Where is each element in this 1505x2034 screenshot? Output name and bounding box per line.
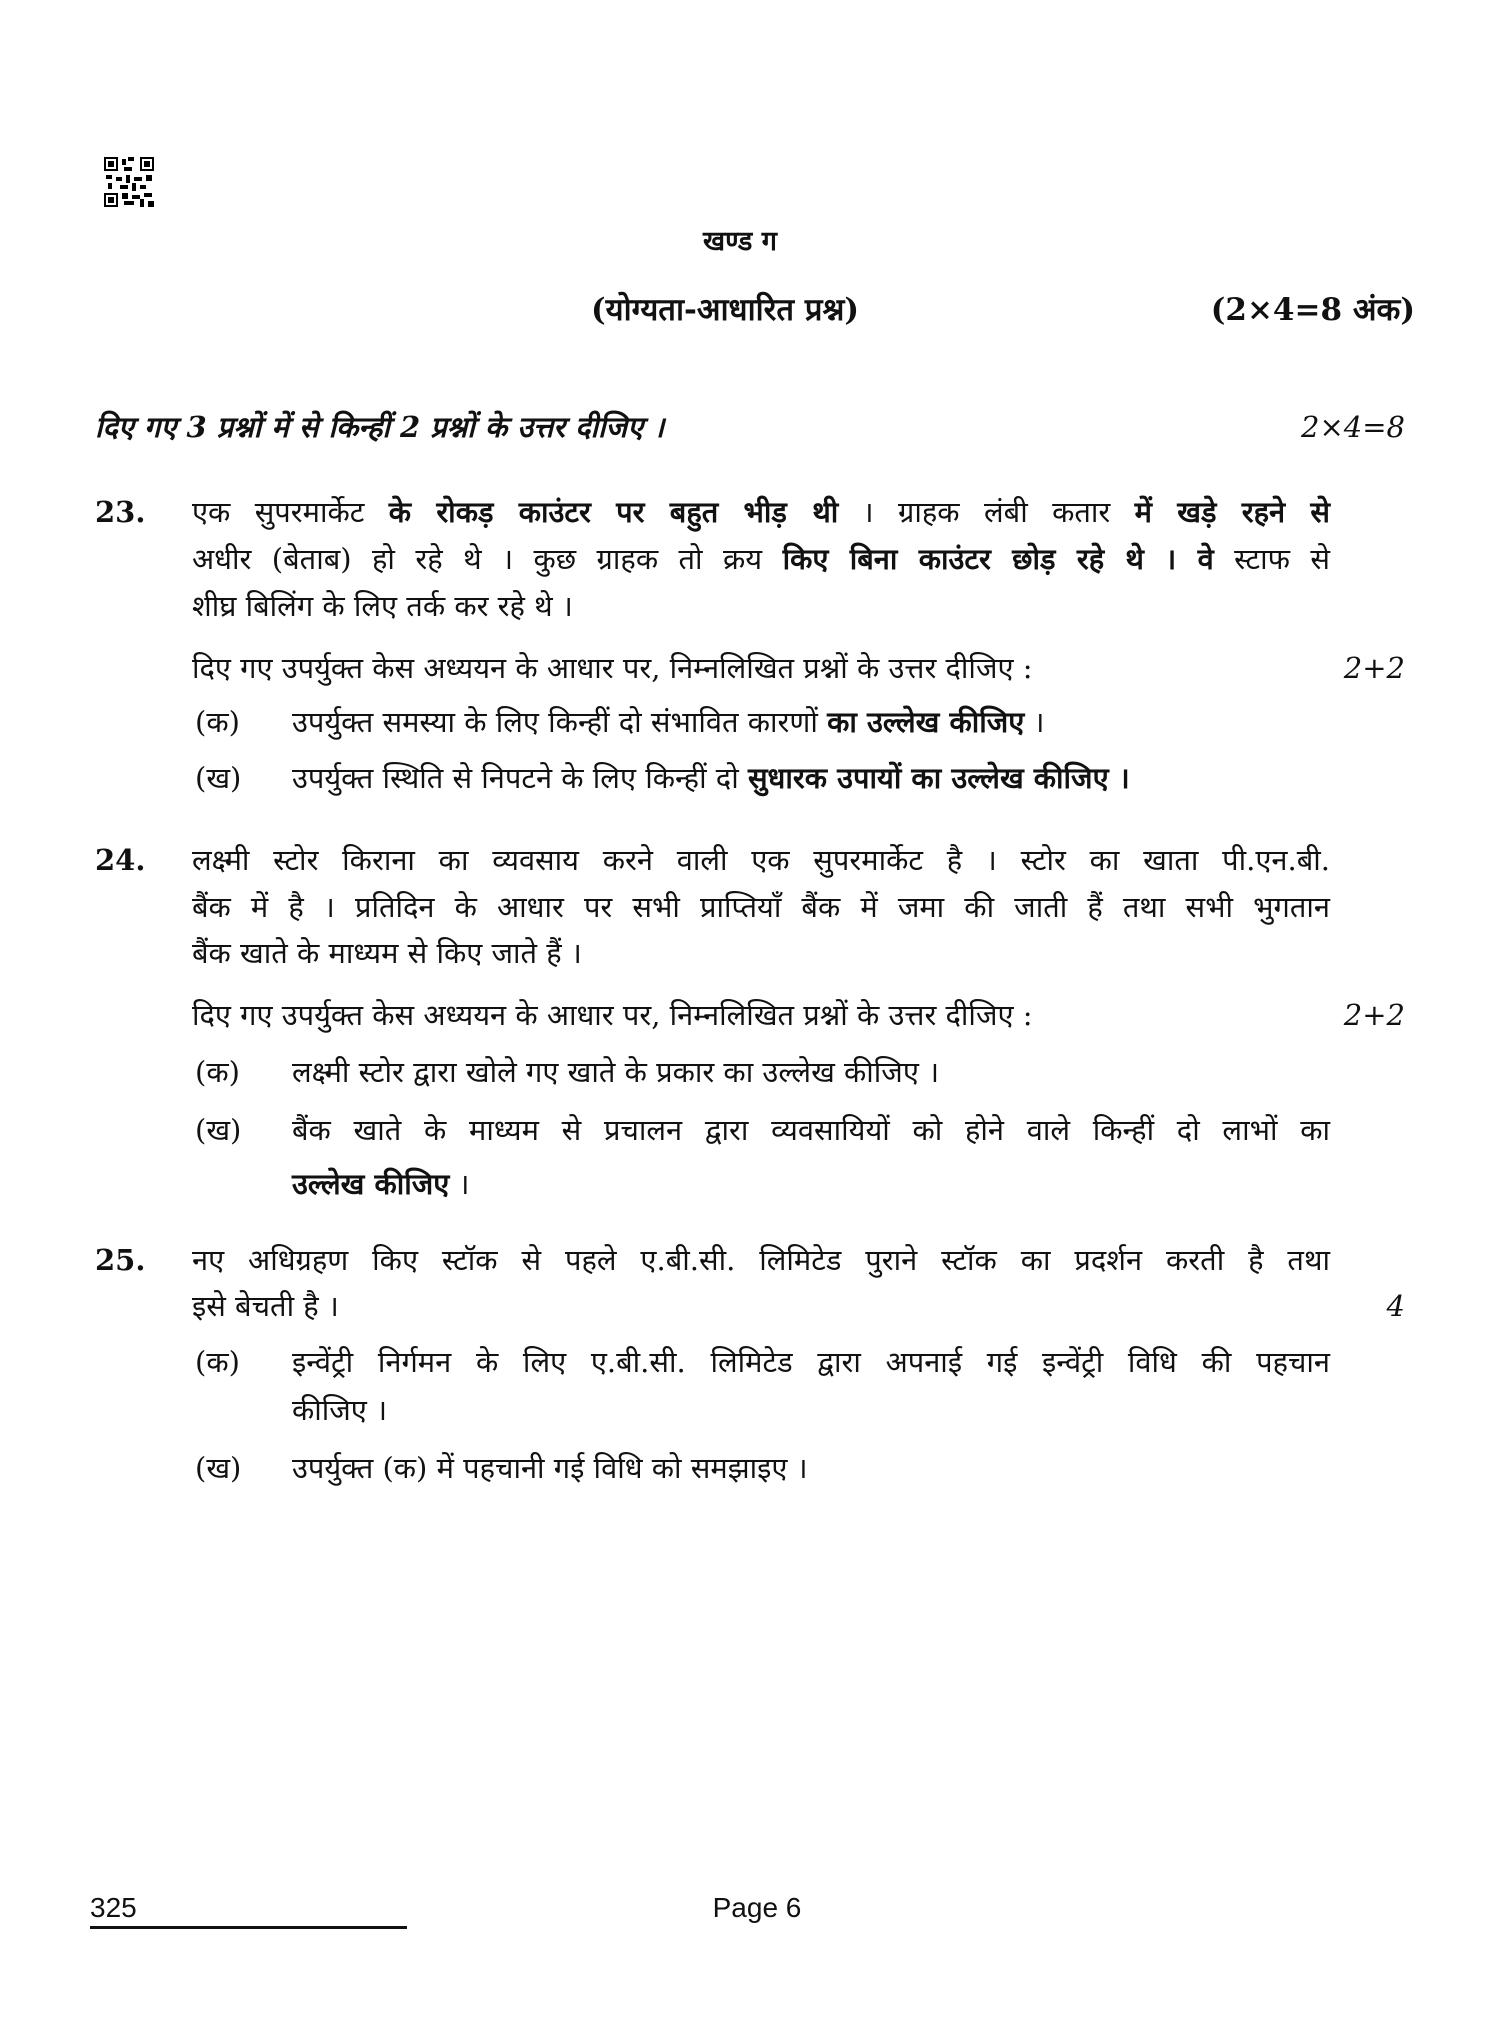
sub-question-text: उपर्युक्त (क) में पहचानी गई विधि को समझाइए । bbox=[292, 1451, 808, 1485]
question-text-line: शीघ्र बिलिंग के लिए तर्क कर रहे थे । bbox=[192, 589, 573, 623]
question-prompt: दिए गए उपर्युक्त केस अध्ययन के आधार पर, निम्नलिखित प्रश्नों के उत्तर दीजिए : bbox=[192, 998, 1033, 1032]
sub-question-text: इन्वेंट्री निर्गमन के लिए ए.बी.सी. लिमिटेड द्वारा अपनाई गई इन्वेंट्री विधि की पहचान bbox=[292, 1345, 1330, 1379]
section-subtitle: (योग्यता-आधारित प्रश्न) bbox=[590, 292, 860, 328]
sub-question-label: (ख) bbox=[195, 1113, 242, 1147]
page-number: Page 6 bbox=[712, 1892, 802, 1923]
question-text-line: बैंक खाते के माध्यम से किए जाते हैं । bbox=[192, 936, 582, 970]
sub-question-label: (ख) bbox=[195, 761, 242, 795]
sub-question-text: उपर्युक्त स्थिति से निपटने के लिए किन्हीं दो सुधारक उपायों का उल्लेख कीजिए । bbox=[292, 761, 1130, 795]
sub-question-text: उपर्युक्त समस्या के लिए किन्हीं दो संभावित कारणों का उल्लेख कीजिए । bbox=[292, 705, 1045, 739]
sub-question-text: उल्लेख कीजिए । bbox=[292, 1167, 470, 1201]
question-text-line: एक सुपरमार्केट के रोकड़ काउंटर पर बहुत भीड़ थी । ग्राहक लंबी कतार में खड़े रहने से bbox=[192, 495, 1331, 529]
question-text-line: नए अधिग्रहण किए स्टॉक से पहले ए.बी.सी. लिमिटेड पुराने स्टॉक का प्रदर्शन करती है तथा bbox=[192, 1243, 1330, 1277]
footer-divider bbox=[90, 1926, 407, 1929]
sub-question-label: (क) bbox=[195, 1345, 240, 1379]
sub-question-text: लक्ष्मी स्टोर द्वारा खोले गए खाते के प्रकार का उल्लेख कीजिए । bbox=[292, 1055, 940, 1089]
question-text-line: इसे बेचती है । bbox=[192, 1289, 339, 1323]
instruction-text: दिए गए 3 प्रश्नों में से किन्हीं 2 प्रश्नों के उत्तर दीजिए । bbox=[95, 410, 665, 444]
sub-question-text: बैंक खाते के माध्यम से प्रचालन द्वारा व्यवसायियों को होने वाले किन्हीं दो लाभों का bbox=[292, 1113, 1330, 1147]
section-marks: (2×4=8 अंक) bbox=[1210, 292, 1415, 328]
paper-code: 325 bbox=[90, 1892, 137, 1923]
question-prompt: दिए गए उपर्युक्त केस अध्ययन के आधार पर, निम्नलिखित प्रश्नों के उत्तर दीजिए : bbox=[192, 651, 1033, 685]
section-title: खण्ड ग bbox=[703, 226, 777, 257]
sub-question-text: कीजिए । bbox=[292, 1393, 388, 1427]
question-marks: 4 bbox=[1386, 1289, 1405, 1323]
qr-code-icon bbox=[104, 157, 154, 207]
sub-question-label: (क) bbox=[195, 1055, 240, 1089]
question-marks: 2+2 bbox=[1343, 998, 1405, 1032]
question-marks: 2+2 bbox=[1343, 651, 1405, 685]
sub-question-label: (क) bbox=[195, 705, 240, 739]
question-number: 23. bbox=[95, 495, 146, 529]
question-number: 25. bbox=[95, 1243, 146, 1277]
instruction-marks: 2×4=8 bbox=[1301, 410, 1405, 444]
question-text-line: लक्ष्मी स्टोर किराना का व्यवसाय करने वाली एक सुपरमार्केट है । स्टोर का खाता पी.एन.बी. bbox=[192, 843, 1330, 877]
question-text-line: बैंक में है । प्रतिदिन के आधार पर सभी प्राप्तियाँ बैंक में जमा की जाती हैं तथा सभी भुगतान bbox=[192, 890, 1330, 924]
sub-question-label: (ख) bbox=[195, 1451, 242, 1485]
question-text-line: अधीर (बेताब) हो रहे थे । कुछ ग्राहक तो क्रय किए बिना काउंटर छोड़ रहे थे । वे स्टाफ से bbox=[192, 542, 1330, 576]
question-number: 24. bbox=[95, 843, 146, 877]
